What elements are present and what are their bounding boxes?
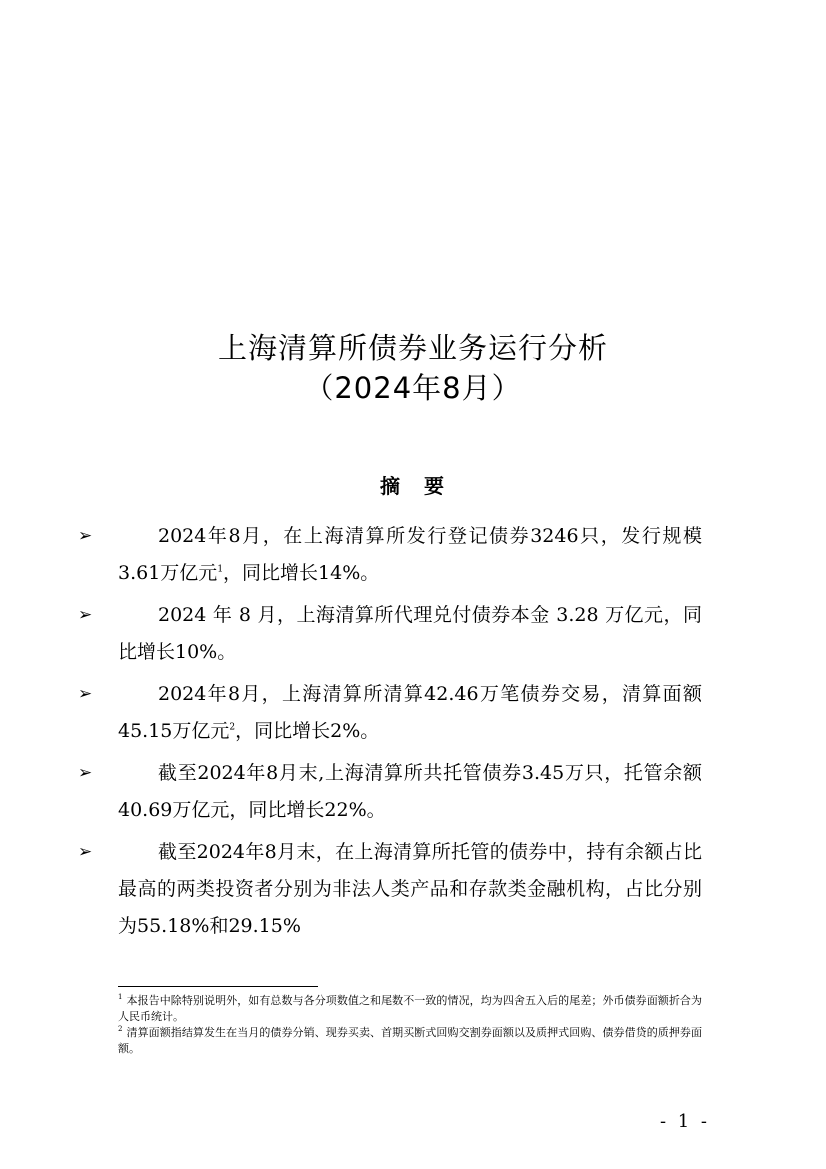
footnote-2 bbox=[118, 1025, 702, 1057]
bullet-text: 2024年8月，上海清算所清算42.46万笔债券交易，清算面额45.15万亿元 bbox=[118, 683, 702, 742]
document-period: （2024年8月） bbox=[304, 371, 522, 405]
bullet-text: 2024 年 8 月，上海清算所代理兑付债券本金 3.28 万亿元，同比增长10%。 bbox=[118, 604, 702, 663]
bullet-arrow-icon: ➢ bbox=[78, 842, 93, 862]
bullet-arrow-icon: ➢ bbox=[78, 763, 93, 783]
abstract-heading-part1: 摘 bbox=[380, 474, 402, 498]
footnote-ref[interactable]: 2 bbox=[229, 722, 236, 733]
footnotes bbox=[118, 993, 702, 1057]
bullet-text: 截至2024年8月末,上海清算所共托管债券3.45万只，托管余额40.69万亿元，同比增长22%。 bbox=[118, 762, 702, 821]
abstract-bullet-1 bbox=[78, 518, 702, 592]
footnote-marker: 2 bbox=[118, 1025, 123, 1034]
footnote-text: 清算面额指结算发生在当月的债券分销、现券买卖、首期买断式回购交割券面额以及质押式回购、债券借贷的质押券面额。 bbox=[118, 1026, 702, 1055]
bullet-text-tail: ，同比增长2%。 bbox=[235, 720, 380, 742]
footnote-ref[interactable]: 1 bbox=[217, 564, 224, 575]
abstract-heading-part2: 要 bbox=[424, 474, 446, 498]
abstract-bullet-2 bbox=[78, 597, 702, 671]
bullet-arrow-icon: ➢ bbox=[78, 605, 93, 625]
footnote-marker: 1 bbox=[118, 993, 123, 1002]
bullet-arrow-icon: ➢ bbox=[78, 684, 93, 704]
page-number: - 1 - bbox=[659, 1111, 710, 1132]
footnote-text: 本报告中除特别说明外，如有总数与各分项数值之和尾数不一致的情况，均为四舍五入后的尾差；外币债券面额折合为人民币统计。 bbox=[118, 994, 702, 1023]
abstract-heading bbox=[0, 470, 826, 502]
bullet-text: 截至2024年8月末，在上海清算所托管的债券中，持有余额占比最高的两类投资者分别为非法人类产品和存款类金融机构，占比分别为55.18%和29.15% bbox=[118, 841, 702, 937]
abstract-bullet-3 bbox=[78, 676, 702, 750]
bullet-text: 2024年8月，在上海清算所发行登记债券3246只，发行规模3.61万亿元 bbox=[118, 525, 702, 584]
abstract-bullet-5 bbox=[78, 834, 702, 945]
footnote-1 bbox=[118, 993, 702, 1025]
abstract-bullet-4 bbox=[78, 755, 702, 829]
bullet-arrow-icon: ➢ bbox=[78, 526, 93, 546]
abstract-bullet-list bbox=[78, 518, 702, 945]
document-title: 上海清算所债券业务运行分析 bbox=[217, 331, 608, 365]
footnote-separator bbox=[118, 986, 318, 987]
bullet-text-tail: ，同比增长14%。 bbox=[223, 562, 380, 584]
